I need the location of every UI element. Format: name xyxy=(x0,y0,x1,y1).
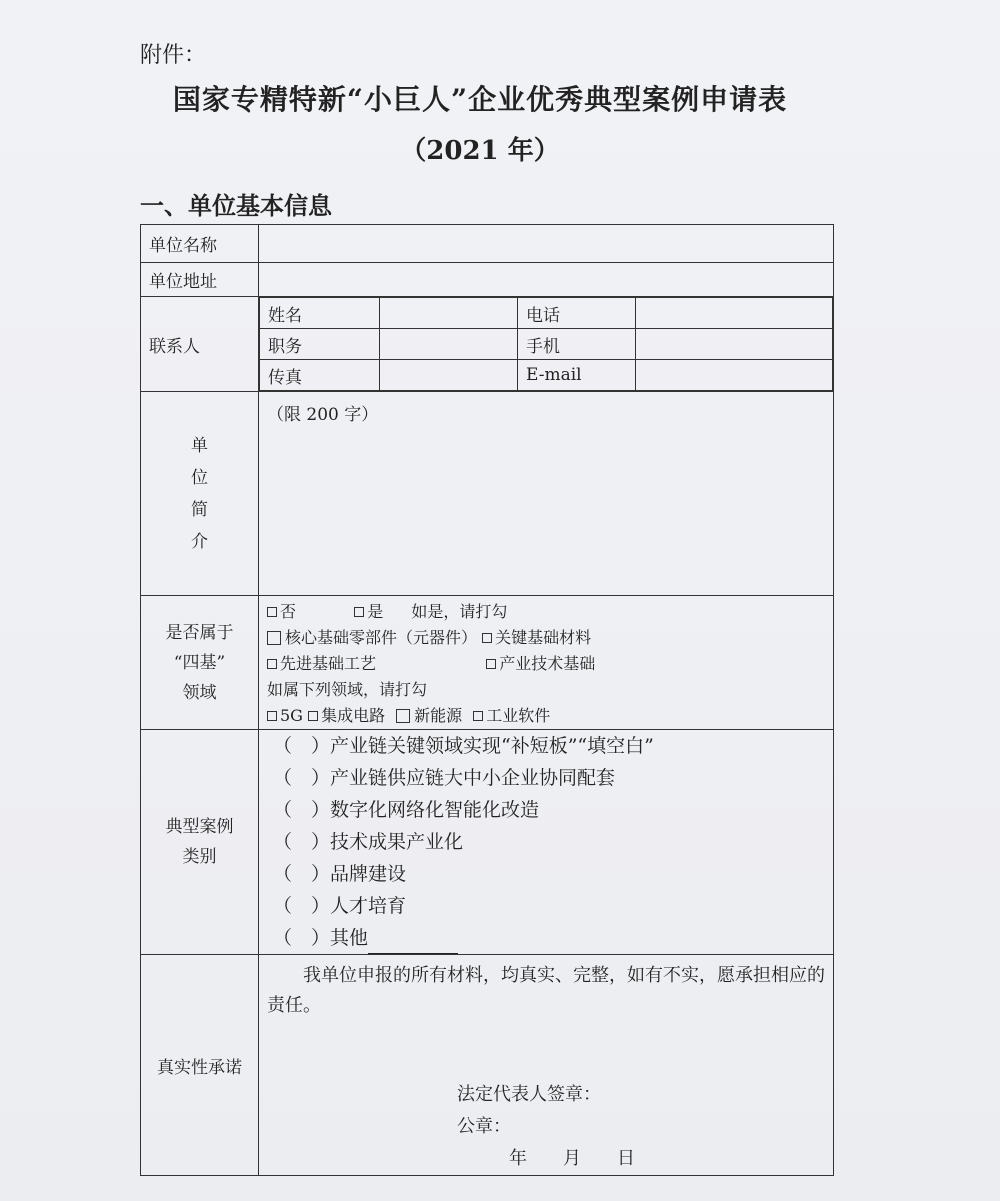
option-advanced-process: 先进基础工艺 xyxy=(280,653,377,673)
section-heading: 一、单位基本信息 xyxy=(140,192,332,220)
option-software: 工业软件 xyxy=(486,705,551,725)
contact-position-field[interactable] xyxy=(380,329,518,360)
option-yes-label: 是 xyxy=(367,601,384,621)
option-ic: 集成电路 xyxy=(321,705,386,725)
checkbox-advanced-process[interactable] xyxy=(267,659,277,669)
checkbox-new-energy[interactable] xyxy=(396,709,410,723)
intro-char: 介 xyxy=(191,531,208,552)
intro-char: 简 xyxy=(191,499,208,520)
case-label-line: 典型案例 xyxy=(165,817,234,837)
case-category-options xyxy=(259,730,834,955)
contact-label: 联系人 xyxy=(141,297,259,392)
field-hint: 如属下列领域，请打勾 xyxy=(267,679,428,699)
contact-grid xyxy=(259,297,834,392)
case-label-line: 类别 xyxy=(182,847,217,867)
intro-char: 位 xyxy=(191,467,208,488)
row-unit-name xyxy=(141,225,834,263)
row-commitment xyxy=(141,955,834,1176)
legal-rep-signature[interactable]: 法定代表人签章： xyxy=(457,1084,601,1105)
form-year: （2021 年） xyxy=(400,136,560,166)
row-unit-intro xyxy=(141,392,834,596)
checkbox-5g[interactable] xyxy=(267,711,277,721)
unit-intro-label xyxy=(141,392,259,596)
checkbox-no[interactable] xyxy=(267,607,277,617)
contact-table xyxy=(259,297,833,391)
commitment-content xyxy=(259,955,834,1176)
contact-email-field[interactable] xyxy=(636,360,833,391)
commitment-label: 真实性承诺 xyxy=(141,955,259,1176)
contact-email-label: E-mail xyxy=(518,360,636,391)
unit-address-label: 单位地址 xyxy=(141,263,259,297)
checkbox-industry-tech[interactable] xyxy=(486,659,496,669)
four-base-label xyxy=(141,596,259,730)
contact-phone-field[interactable] xyxy=(636,298,833,329)
contact-name-field[interactable] xyxy=(380,298,518,329)
contact-name-label: 姓名 xyxy=(260,298,380,329)
case-category-label xyxy=(141,730,259,955)
contact-position-label: 职务 xyxy=(260,329,380,360)
application-form xyxy=(140,224,834,1176)
commitment-text: 我单位申报的所有材料，均真实、完整，如有不实，愿承担相应的责任。 xyxy=(267,965,825,1016)
case-item-other[interactable] xyxy=(273,922,825,954)
official-seal[interactable]: 公章： xyxy=(457,1116,511,1137)
unit-name-label: 单位名称 xyxy=(141,225,259,263)
form-title: 国家专精特新“小巨人”企业优秀典型案例申请表 xyxy=(172,83,788,116)
row-four-base xyxy=(141,596,834,730)
case-item[interactable]: （ ）品牌建设 xyxy=(273,863,407,885)
option-key-materials: 关键基础材料 xyxy=(495,627,592,647)
row-contact xyxy=(141,297,834,392)
option-core-parts: 核心基础零部件（元器件） xyxy=(285,627,478,647)
case-other-label: （ ）其他 xyxy=(273,927,369,949)
checkbox-ic[interactable] xyxy=(308,711,318,721)
option-new-energy: 新能源 xyxy=(414,705,463,725)
case-item[interactable]: （ ）技术成果产业化 xyxy=(273,831,464,853)
contact-mobile-field[interactable] xyxy=(636,329,833,360)
case-item[interactable]: （ ）人才培育 xyxy=(273,895,407,917)
case-item[interactable]: （ ）数字化网络化智能化改造 xyxy=(273,799,540,821)
four-base-label-line: “四基” xyxy=(173,652,226,673)
option-industry-tech: 产业技术基础 xyxy=(499,653,596,673)
four-base-options xyxy=(259,596,834,730)
row-case-category xyxy=(141,730,834,955)
contact-fax-label: 传真 xyxy=(260,360,380,391)
yes-hint: 如是，请打勾 xyxy=(411,601,508,621)
case-item[interactable]: （ ）产业链关键领域实现“补短板”“填空白” xyxy=(273,735,654,757)
checkbox-key-materials[interactable] xyxy=(482,633,492,643)
case-other-blank[interactable] xyxy=(368,935,458,954)
option-no-label: 否 xyxy=(280,601,297,621)
option-5g: 5G xyxy=(280,705,303,725)
checkbox-core-parts[interactable] xyxy=(267,631,281,645)
contact-phone-label: 电话 xyxy=(518,298,636,329)
unit-name-field[interactable] xyxy=(259,225,834,263)
unit-intro-field[interactable] xyxy=(259,392,834,596)
checkbox-software[interactable] xyxy=(473,711,483,721)
sign-date[interactable]: 年 月 日 xyxy=(509,1148,635,1169)
intro-hint: （限 200 字） xyxy=(267,405,379,425)
row-unit-address xyxy=(141,263,834,297)
unit-address-field[interactable] xyxy=(259,263,834,297)
intro-char: 单 xyxy=(191,435,208,456)
checkbox-yes[interactable] xyxy=(354,607,364,617)
attachment-label: 附件： xyxy=(140,43,207,68)
contact-fax-field[interactable] xyxy=(380,360,518,391)
four-base-label-line: 是否属于 xyxy=(165,622,234,643)
case-item[interactable]: （ ）产业链供应链大中小企业协同配套 xyxy=(273,767,616,789)
contact-mobile-label: 手机 xyxy=(518,329,636,360)
four-base-label-line: 领域 xyxy=(182,682,217,703)
